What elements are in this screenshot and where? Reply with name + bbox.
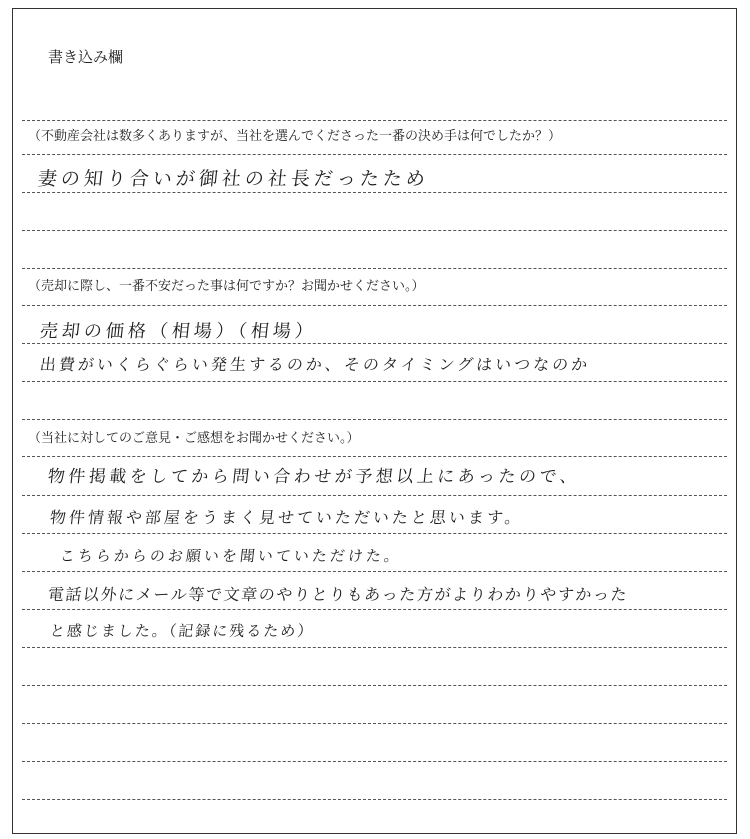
ruled-line bbox=[22, 456, 727, 457]
ruled-line bbox=[22, 685, 727, 686]
question-3: （当社に対してのご意見・ご感想をお聞かせください。） bbox=[28, 431, 360, 446]
ruled-line bbox=[22, 761, 727, 762]
answer-3-line-2: 物件情報や部屋をうまく見せていただいたと思います。 bbox=[48, 508, 525, 527]
ruled-line bbox=[22, 343, 727, 344]
answer-3-line-5: と感じました。（記録に残るため） bbox=[49, 622, 316, 640]
ruled-line bbox=[22, 419, 727, 420]
ruled-line bbox=[22, 305, 727, 306]
ruled-line bbox=[22, 609, 727, 610]
ruled-line bbox=[22, 495, 727, 496]
answer-1-line-1: 妻の知り合いが御社の社長だったため bbox=[36, 168, 431, 190]
ruled-line bbox=[22, 268, 727, 269]
answer-3-line-1: 物件掲載をしてから問い合わせが予想以上にあったので、 bbox=[46, 467, 582, 487]
question-1: （不動産会社は数多くありますが、当社を選んでくださった一番の決め手は何でしたか？） bbox=[28, 129, 562, 144]
question-2: （売却に際し、一番不安だった事は何ですか？お聞かせください。） bbox=[28, 279, 425, 294]
ruled-line bbox=[22, 533, 727, 534]
form-title: 書き込み欄 bbox=[48, 48, 124, 66]
answer-2-line-2: 出費がいくらぐらい発生するのか、そのタイミングはいつなのか bbox=[38, 355, 592, 374]
ruled-line bbox=[22, 723, 727, 724]
answer-2-line-1: 売却の価格（相場）（相場） bbox=[38, 321, 318, 342]
ruled-line bbox=[22, 192, 727, 193]
ruled-line bbox=[22, 799, 727, 800]
ruled-line bbox=[22, 154, 727, 155]
ruled-line bbox=[22, 120, 727, 121]
answer-3-line-3: こちらからのお願いを聞いていただけた。 bbox=[59, 547, 403, 565]
ruled-line bbox=[22, 571, 727, 572]
answer-3-line-4: 電話以外にメール等で文章のやりとりもあった方がよりわかりやすかった bbox=[46, 585, 630, 604]
ruled-line bbox=[22, 647, 727, 648]
ruled-line bbox=[22, 230, 727, 231]
ruled-line bbox=[22, 381, 727, 382]
